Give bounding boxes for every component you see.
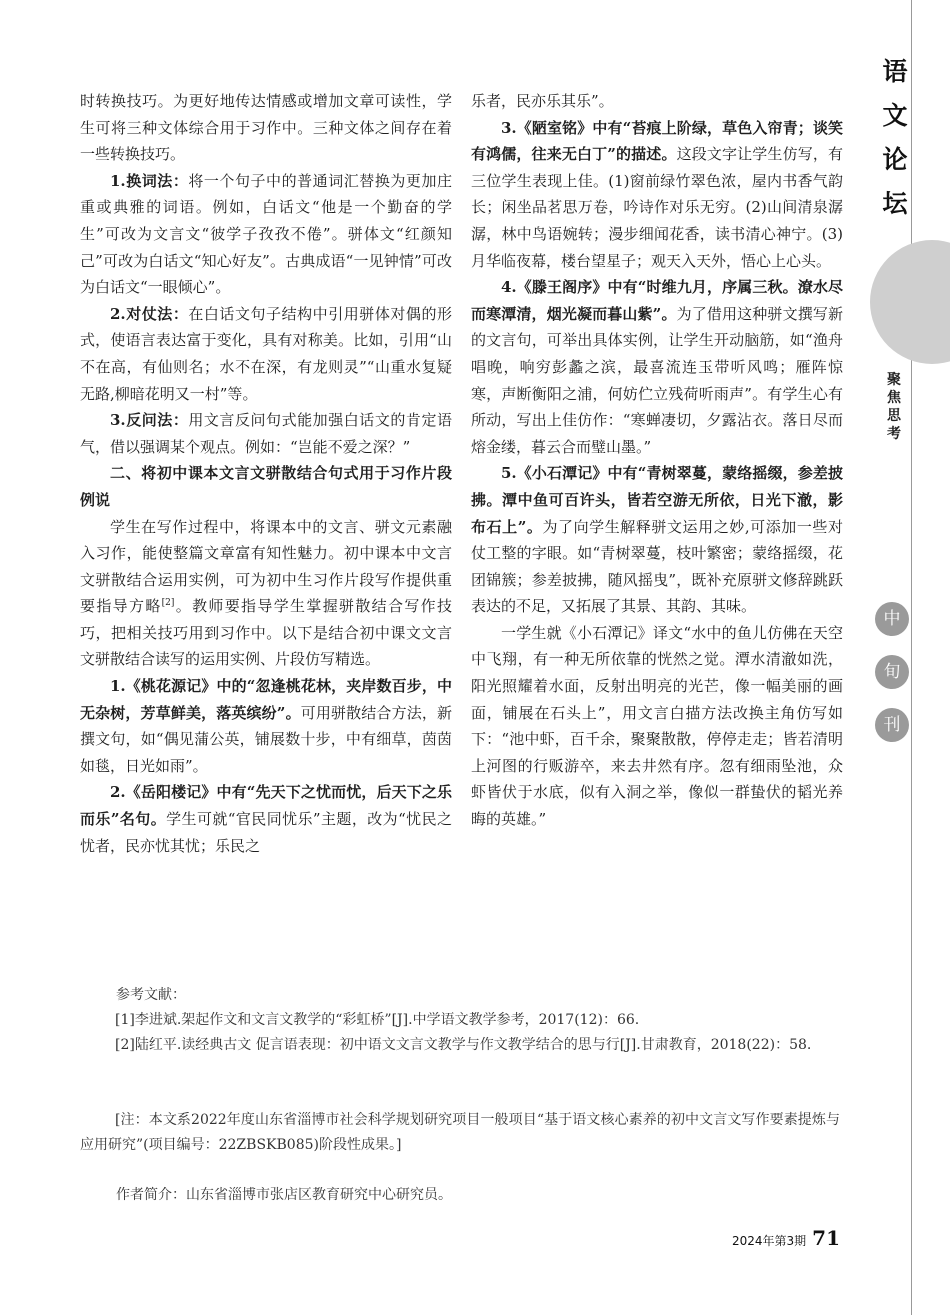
method-heading: 3.反问法： — [110, 411, 189, 430]
reference-item: [1]李进斌.架起作文和文言文教学的“彩虹桥”[J].中学语文教学参考，2017(12)：66. — [115, 1012, 640, 1028]
method-item — [80, 407, 452, 460]
column-subtitle-char: 焦 — [887, 390, 901, 406]
example-body: 学生可就“官民同忧乐”主题，改为“忧民之忧者，民亦忧其忧；乐民之 — [80, 810, 452, 855]
left-column — [80, 88, 452, 859]
example-body: 可用骈散结合方法，新撰文句，如“偶见蒲公英，铺展数十步，中有细草，茵茵如毯，日光如雨”。 — [80, 703, 452, 775]
paragraph-text: 学生在写作过程中，将课本中的文言、骈文元素融入习作，能使整篇文章富有知性魅力。初中课本中文言文骈散结合运用实例，可为初中生习作片段写作提供重要指导方略 — [80, 517, 452, 616]
journal-badge-zhong: 中 — [875, 602, 909, 636]
example-item — [471, 460, 843, 620]
section-heading: 二、将初中课本文言文骈散结合句式用于习作片段例说 — [80, 464, 452, 509]
example-heading: 2.《岳阳楼记》中有“先天下之忧而忧，后天下之乐而乐”名句。 — [80, 783, 452, 829]
right-column — [471, 88, 843, 833]
example-heading: 5.《小石潭记》中有“青树翠蔓，蒙络摇缀，参差披拂。潭中鱼可百许头，皆若空游无所依，日光下澈，影布石上”。 — [471, 464, 843, 536]
decorative-circle — [870, 240, 950, 364]
references — [80, 983, 840, 1058]
column-subtitle — [883, 371, 905, 443]
column-subtitle-char: 思 — [887, 408, 901, 424]
method-body: 用文言反问句式能加强白话文的肯定语气，借以强调某个观点。例如：“岂能不爱之深？” — [80, 411, 452, 456]
journal-badge-kan: 刊 — [875, 708, 909, 742]
column-subtitle-char: 考 — [887, 426, 901, 442]
example-heading: 3.《陋室铭》中有“苔痕上阶绿，草色入帘青；谈笑有鸿儒，往来无白丁”的描述。 — [471, 118, 843, 164]
method-heading: 2.对仗法： — [110, 304, 189, 323]
paragraph: 时转换技巧。为更好地传达情感或增加文章可读性，学生可将三种文体综合用于习作中。三种文体之间存在着一些转换技巧。 — [80, 92, 452, 164]
example-item — [471, 274, 843, 460]
column-title-char: 文 — [882, 101, 908, 130]
example-body: 为了借用这种骈文撰写新的文言句，可举出具体实例，让学生开动脑筋，如“渔舟唱晚，响穷彭蠡之滨，最喜流连玉带听风鸣；雁阵惊寒，声断衡阳之浦，何妨伫立残荷听雨声”。有学生心有所动，写出上佳仿作：“寒蝉凄切，夕露沾衣。落日尽而熔金缕，暮云合而璧山墨。” — [471, 304, 843, 456]
issue-label: 2024年第3期 — [731, 1234, 807, 1248]
column-title-char: 论 — [882, 145, 908, 174]
method-body: 将一个句子中的普通词汇替换为更加庄重或典雅的词语。例如，白话文“他是一个勤奋的学生”可改为文言文“彼学子孜孜不倦”。骈体文“红颜知己”可改为白话文“知心好友”。古典成语“一见钟情”可改为白话文“一眼倾心”。 — [80, 171, 452, 297]
example-item — [80, 779, 452, 859]
method-item — [80, 301, 452, 407]
example-item — [471, 115, 843, 275]
method-item — [80, 168, 452, 301]
author-bio: 作者简介：山东省淄博市张店区教育研究中心研究员。 — [116, 1187, 452, 1203]
column-title-char: 坛 — [882, 189, 908, 218]
citation-ref: [2] — [161, 598, 175, 609]
method-body: 在白话文句子结构中引用骈体对偶的形式，使语言表达富于变化，具有对称美。比如，引用“山不在高，有仙则名；水不在深，有龙则灵”“山重水复疑无路,柳暗花明又一村”等。 — [80, 304, 452, 403]
example-body: 为了向学生解释骈文运用之妙,可添加一些对仗工整的字眼。如“青树翠蔓，枝叶繁密；蒙络摇缀，花团锦簇；参差披拂，随风摇曳”，既补充原骈文修辞跳跃表达的不足，又拓展了其景、其韵、其味。 — [471, 517, 843, 616]
example-body: 这段文字让学生仿写，有三位学生表现上佳。(1)窗前绿竹翠色浓，屋内书香气韵长；闲坐品茗思万卷，吟诗作对乐无穷。(2)山间清泉潺潺，林中鸟语婉转；漫步细闻花香，读书清心神宁。(3)月华临夜幕，楼台望星子；观天入天外，悟心上心头。 — [471, 145, 843, 270]
column-title-char: 语 — [882, 57, 908, 86]
example-heading: 1.《桃花源记》中的“忽逢桃花林，夹岸数百步，中无杂树，芳草鲜美，落英缤纷”。 — [80, 677, 452, 722]
column-title — [877, 50, 913, 226]
paragraph: 一学生就《小石潭记》译文“水中的鱼儿仿佛在天空中飞翔，有一种无所依靠的恍然之觉。潭水清澈如洗，阳光照耀着水面，反射出明亮的光芒，像一幅美丽的画面，铺展在石头上”，用文言白描方法改换主角仿写如下：“池中虾，百千余，聚聚散散，停停走走；皆若清明上河图的行贩游卒，来去井然有序。忽有细雨坠池，众虾皆伏于水底，似有入洞之举，像似一群蛰伏的韬光养晦的英雄。” — [471, 623, 843, 829]
references-title: 参考文献： — [116, 987, 186, 1003]
page-number: 71 — [812, 1226, 840, 1250]
paragraph: 乐者，民亦乐其乐”。 — [471, 92, 614, 110]
example-item — [80, 673, 452, 779]
funding-note: [注：本文系2022年度山东省淄博市社会科学规划研究项目一般项目“基于语文核心素养的初中文言文写作要素提炼与应用研究”(项目编号：22ZBSKB085)阶段性成果。] — [80, 1112, 840, 1153]
journal-badge-xun: 旬 — [875, 655, 909, 689]
paragraph — [80, 514, 452, 674]
column-subtitle-char: 聚 — [887, 372, 901, 388]
reference-item: [2]陆红平.读经典古文 促言语表现：初中语文文言文教学与作文教学结合的思与行[J].甘肃教育，2018(22)：58. — [115, 1037, 812, 1053]
method-heading: 1.换词法： — [110, 171, 189, 190]
paragraph-text: 。教师要指导学生掌握骈散结合写作技巧，把相关技巧用到习作中。以下是结合初中课文文言文骈散结合读写的运用实例、片段仿写精选。 — [80, 597, 452, 669]
page-footer — [732, 1226, 840, 1250]
example-heading: 4.《滕王阁序》中有“时维九月，序属三秋。潦水尽而寒潭清，烟光凝而暮山紫”。 — [471, 278, 843, 323]
